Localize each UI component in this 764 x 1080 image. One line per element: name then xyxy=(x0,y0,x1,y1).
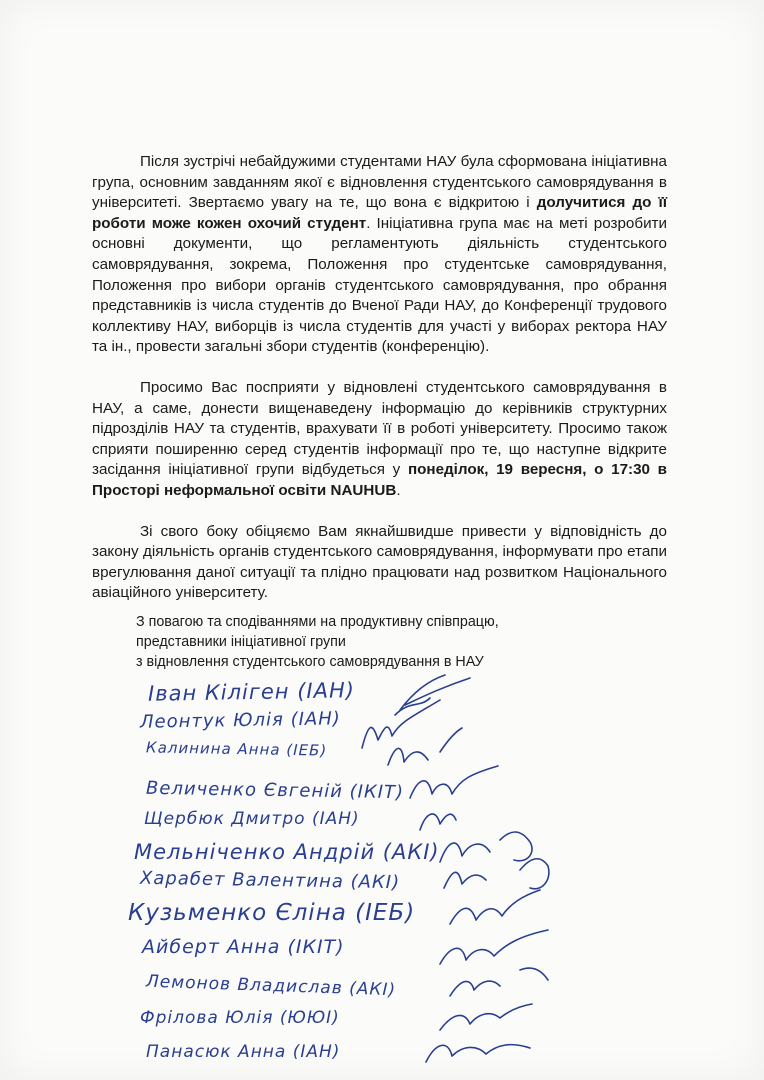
signature-mark xyxy=(450,968,548,996)
paragraph-intro-text-2: . Ініціативна група має на меті розробити основні документи, що регламентують діяльність студентського самоврядування, зокрема, Положення про студентське самоврядування, Положення про вибори органів студентського самоврядування, про обрання представників із числа студентів до Вченої Ради НАУ, до Конференції трудового коллективу НАУ, виборців із числа студентів для участі у виборах ректора НАУ та ін., провести загальні збори студентів (конференцію). xyxy=(92,214,667,356)
signature-mark xyxy=(395,675,470,715)
closing-line: З повагою та сподіваннями на продуктивну співпрацю, xyxy=(136,614,499,630)
paragraph-promise: Зі свого боку обіцяємо Вам якнайшвидше привести у відповідність до закону діяльність органів студентського самоврядування, інформувати про етапи врегулювання даної ситуації та плідно працювати над розвитком Національного авіаційного університету. xyxy=(92,522,667,602)
signature-mark xyxy=(440,1004,532,1030)
signatory-name: Фрілова Юлія (ЮЮІ) xyxy=(140,1008,340,1028)
signatory-name: Харабет Валентина (АКІ) xyxy=(139,867,401,894)
signature-mark xyxy=(410,766,498,798)
closing-line: представники ініціативної групи xyxy=(136,634,346,651)
signatory-name: Щербюк Дмитро (ІАН) xyxy=(144,809,360,829)
paragraph-request-bold: понеділок, 19 вересня, о 17:30 в Просторі неформальної освіти NAUHUB xyxy=(92,461,668,499)
signature-mark xyxy=(440,832,532,862)
handwritten-signatures xyxy=(0,670,764,1080)
signatory-name: Мельніченко Андрій (АКІ) xyxy=(134,840,440,864)
signatory-name: Айберт Анна (ІКІТ) xyxy=(142,936,345,958)
signatory-name: Калинина Анна (ІЕБ) xyxy=(145,738,328,760)
paragraph-intro-text-1: Після зустрічі небайдужими студентами НАУ була сформована ініціативна група, основним завданням якої є відновлення студентського самоврядування в університеті. Звертаємо увагу на те, що вона є відкритою і xyxy=(92,153,667,212)
signatory-name: Іван Кіліген (ІАН) xyxy=(147,678,356,706)
signature-mark xyxy=(388,728,462,765)
closing-block xyxy=(136,612,556,673)
signatory-name: Леонтук Юлія (ІАН) xyxy=(139,708,341,733)
paragraph-intro xyxy=(92,152,667,358)
signatory-name: Панасюк Анна (ІАН) xyxy=(146,1042,341,1062)
signature-mark xyxy=(362,700,440,748)
signature-list xyxy=(0,670,764,1080)
signature-mark xyxy=(450,890,540,924)
signature-mark xyxy=(444,859,549,889)
paragraph-request xyxy=(92,378,667,502)
signatory-name: Кузьменко Єліна (ІЕБ) xyxy=(128,900,416,926)
signature-mark xyxy=(440,930,548,964)
signatory-name: Величенко Євгеній (ІКІТ) xyxy=(145,777,405,804)
letter-body xyxy=(92,152,667,624)
closing-line: з відновлення студентського самоврядування в НАУ xyxy=(136,654,484,671)
paragraph-request-text-1: Просимо Вас посприяти у відновлені студентського самоврядування в НАУ, а саме, донести вищенаведену інформацію до керівників структурних підрозділів НАУ та студентів, врахувати її в роботі університету. Просимо також сприяти поширенню серед студентів інформації про те, що наступне відкрите засідання ініціативної групи відбудеться у xyxy=(92,378,667,479)
signature-mark xyxy=(420,814,456,830)
paragraph-request-text-2: . xyxy=(396,481,401,499)
signature-mark xyxy=(426,1045,530,1062)
paragraph-intro-bold: долучитися до її роботи може кожен охочий студент xyxy=(92,194,667,232)
signatory-name: Лемонов Владислав (АКІ) xyxy=(145,971,397,1001)
